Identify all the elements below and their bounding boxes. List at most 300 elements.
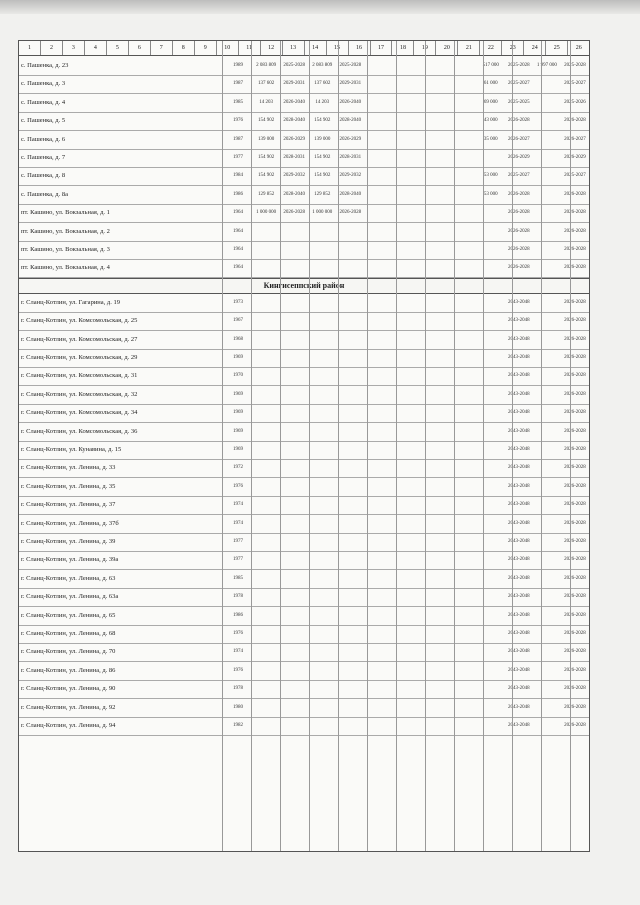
row-cell: 2025-2028 (507, 63, 530, 68)
row-cell (336, 625, 364, 643)
row-cell: 2043-2048 (507, 667, 530, 673)
row-cell (252, 515, 280, 533)
row-cell (280, 459, 308, 477)
row-cell (477, 588, 505, 606)
row-cells (224, 515, 589, 533)
table-row (19, 478, 589, 497)
row-cell: 2 083 809 (312, 63, 333, 68)
row-cell: 2043-2048 (507, 686, 530, 692)
row-cell (533, 680, 561, 698)
row-address: с. Пашенка, д. 5 (21, 117, 66, 125)
row-cell: 2026-2028 (283, 210, 306, 216)
row-year: 1964 (233, 228, 244, 234)
row-year: 1976 (233, 667, 244, 673)
row-year: 1984 (233, 173, 244, 179)
row-cells (224, 259, 589, 277)
row-cell: 2026-2028 (564, 649, 586, 655)
row-cell: 2026-2028 (564, 355, 586, 360)
row-address: г. Сланц-Котлин, ул. Комсомольская, д. 34 (21, 409, 138, 417)
row-cell (477, 570, 505, 588)
column-number: 5 (107, 41, 129, 55)
row-address: с. Пашенка, д. 6 (21, 135, 66, 143)
row-cell: 2026-2028 (507, 191, 530, 197)
row-cell (252, 241, 280, 259)
row-cell (252, 680, 280, 698)
row-cell (364, 149, 392, 167)
row-cell (336, 404, 364, 422)
row-cell (308, 551, 336, 569)
row-cell (449, 204, 477, 222)
column-number: 19 (414, 41, 436, 55)
row-cell (477, 223, 505, 241)
row-cell (336, 312, 364, 330)
row-cell: 2043-2048 (507, 483, 530, 489)
row-cell: 69 000 (483, 99, 498, 105)
row-cell (280, 515, 308, 533)
row-address: с. Пашенка, д. 23 (21, 62, 69, 69)
row-cell: 2026-2028 (564, 318, 586, 324)
row-year: 1969 (233, 410, 244, 416)
row-cell (477, 717, 505, 735)
row-cell (336, 643, 364, 661)
row-cell (533, 515, 561, 533)
row-cell: 2026-2028 (564, 557, 586, 563)
row-cell (336, 349, 364, 367)
row-cell (449, 699, 477, 717)
row-cell (477, 496, 505, 514)
row-address: г. Сланц-Котлин, ул. Ленина, д. 35 (21, 482, 116, 490)
row-cell (533, 94, 561, 112)
row-year: 1968 (233, 336, 244, 342)
grid-line (251, 41, 252, 851)
row-cell: 2026-2028 (564, 465, 586, 471)
row-cell: 35 000 (483, 136, 498, 142)
row-year: 1969 (233, 355, 244, 360)
row-cell (308, 367, 336, 385)
row-cell: 2026-2028 (507, 247, 530, 252)
row-cell (252, 223, 280, 241)
row-cell (449, 441, 477, 459)
row-cell: 2026-2029 (564, 155, 586, 160)
row-cell (336, 699, 364, 717)
row-cell: 2026-2028 (564, 391, 586, 397)
row-cell (364, 515, 392, 533)
row-year: 1964 (233, 247, 244, 252)
row-cell (477, 551, 505, 569)
row-cell (533, 441, 561, 459)
row-cell (280, 570, 308, 588)
row-cell (449, 625, 477, 643)
row-year: 1985 (233, 575, 244, 581)
row-cell (364, 680, 392, 698)
row-cell: 2026-2028 (564, 373, 586, 379)
row-cell: 2043-2048 (507, 447, 530, 452)
row-cell (533, 367, 561, 385)
row-cell: 2026-2028 (507, 228, 530, 234)
grid-line (309, 41, 310, 851)
row-address: с. Пашенка, д. 8а (21, 190, 68, 198)
row-cell (533, 533, 561, 551)
table-row (19, 259, 589, 278)
table-row (19, 588, 589, 607)
row-cell: 2028-2031 (283, 155, 306, 160)
grid-line (425, 41, 426, 851)
row-cells (224, 607, 589, 625)
row-cell: 2043-2048 (507, 428, 530, 434)
row-cell (364, 441, 392, 459)
row-cell: 2026-2028 (564, 667, 586, 673)
row-cell (280, 294, 308, 312)
row-cell: 2043-2048 (507, 631, 530, 636)
repair-schedule-table (18, 40, 590, 852)
row-cells (224, 588, 589, 606)
row-cell (336, 259, 364, 277)
row-year: 1964 (233, 210, 244, 216)
row-cells (224, 625, 589, 643)
row-year: 1977 (233, 155, 244, 160)
row-cell: 2026-2028 (564, 265, 586, 271)
row-cell (308, 570, 336, 588)
table-row (19, 459, 589, 478)
column-number: 17 (371, 41, 393, 55)
row-cell (308, 294, 336, 312)
row-cell: 2026-2028 (507, 118, 530, 124)
row-cell: 2026-2028 (564, 631, 586, 636)
row-cell (477, 699, 505, 717)
row-cell: 2025-2026 (564, 99, 586, 105)
row-address: г. Сланц-Котлин, ул. Ленина, д. 33 (21, 464, 116, 472)
row-cell: 2026-2028 (564, 520, 586, 526)
column-number-header (19, 41, 589, 56)
row-cell: 2043-2048 (507, 391, 530, 397)
row-cell (308, 717, 336, 735)
row-cell (252, 643, 280, 661)
row-cell (449, 570, 477, 588)
row-cell: 2026-2028 (564, 539, 586, 544)
row-year: 1987 (233, 81, 244, 87)
table-row (19, 496, 589, 515)
row-cell (308, 588, 336, 606)
row-cell (336, 662, 364, 680)
row-address: пт. Кашино, ул. Вокзальная, д. 1 (21, 209, 110, 217)
row-cell (449, 423, 477, 441)
row-cell: 2026-2028 (564, 704, 586, 710)
scan-edge (0, 0, 640, 14)
row-cell (477, 441, 505, 459)
row-cell (308, 459, 336, 477)
row-cell: 2043-2048 (507, 299, 530, 305)
row-cell: 2026-2028 (564, 447, 586, 452)
row-cell (449, 186, 477, 204)
column-number: 21 (458, 41, 480, 55)
row-cell: 2025-2027 (507, 81, 530, 87)
row-cells (224, 75, 589, 93)
row-cell (308, 404, 336, 422)
row-cell: 2028-2040 (283, 191, 306, 197)
row-address: г. Сланц-Котлин, ул. Ленина, д. 37 (21, 501, 116, 509)
row-address: г. Сланц-Котлин, ул. Ленина, д. 65 (21, 611, 116, 619)
row-cell (533, 259, 561, 277)
row-cells (224, 459, 589, 477)
row-cell: 1 000 000 (256, 210, 277, 216)
row-cell (364, 241, 392, 259)
table-row (19, 625, 589, 644)
row-cell (477, 478, 505, 496)
row-cell (280, 588, 308, 606)
row-cell (477, 386, 505, 404)
row-cell (280, 643, 308, 661)
row-cells (224, 167, 589, 185)
row-address: г. Сланц-Котлин, ул. Гагарина, д. 19 (21, 298, 120, 306)
row-cell: 2026-2029 (507, 155, 530, 160)
row-cells (224, 131, 589, 149)
row-cell (364, 625, 392, 643)
row-cell (364, 349, 392, 367)
row-cell (364, 94, 392, 112)
row-cell: 2026-2028 (564, 428, 586, 434)
row-address: с. Пашенка, д. 3 (21, 80, 66, 88)
column-number: 16 (349, 41, 371, 55)
row-cell (449, 662, 477, 680)
row-cell (252, 478, 280, 496)
row-cell (336, 680, 364, 698)
row-cells (224, 478, 589, 496)
row-cell: 2026-2028 (564, 228, 586, 234)
row-cell: 2043-2048 (507, 336, 530, 342)
table-row (19, 570, 589, 589)
row-cell (477, 259, 505, 277)
row-cell (308, 496, 336, 514)
row-year: 1974 (233, 520, 244, 526)
table-row (19, 294, 589, 313)
table-row (19, 112, 589, 131)
row-cell (533, 186, 561, 204)
row-cell (449, 588, 477, 606)
row-cell: 2026-2027 (564, 136, 586, 142)
column-number: 6 (129, 41, 151, 55)
row-address: г. Сланц-Котлин, ул. Ленина, д. 90 (21, 685, 116, 693)
row-cell (449, 349, 477, 367)
row-cell (449, 294, 477, 312)
row-cell: 43 000 (483, 118, 498, 124)
row-address: г. Сланц-Котлин, ул. Ленина, д. 70 (21, 648, 116, 656)
row-address: пт. Кашино, ул. Вокзальная, д. 2 (21, 227, 110, 235)
row-cell (280, 386, 308, 404)
row-cells (224, 57, 589, 75)
column-number: 10 (217, 41, 239, 55)
row-cell (449, 94, 477, 112)
row-cell: 2026-2028 (564, 594, 586, 600)
row-address: с. Пашенка, д. 8 (21, 172, 66, 180)
row-cell (533, 349, 561, 367)
row-cell (280, 496, 308, 514)
column-number: 8 (173, 41, 195, 55)
row-cell (308, 423, 336, 441)
row-address: г. Сланц-Котлин, ул. Комсомольская, д. 36 (21, 427, 138, 435)
row-cell (364, 131, 392, 149)
row-cell (364, 75, 392, 93)
row-cell (280, 404, 308, 422)
row-year: 1969 (233, 428, 244, 434)
row-year: 1977 (233, 557, 244, 563)
row-cell (252, 294, 280, 312)
row-cell: 129 852 (314, 191, 331, 197)
row-cell (336, 386, 364, 404)
row-year: 1980 (233, 704, 244, 710)
row-address: г. Сланц-Котлин, ул. Ленина, д. 39а (21, 556, 119, 564)
row-cell (364, 699, 392, 717)
row-cells (224, 551, 589, 569)
row-cell: 14 203 (259, 99, 273, 105)
row-cell (477, 294, 505, 312)
column-number: 11 (239, 41, 261, 55)
table-row (19, 312, 589, 331)
row-year: 1972 (233, 465, 244, 471)
row-cell (533, 478, 561, 496)
row-cell (449, 75, 477, 93)
table-row (19, 75, 589, 94)
row-cell: 2026-2040 (339, 99, 362, 105)
row-cells (224, 643, 589, 661)
row-cell: 2043-2048 (507, 520, 530, 526)
column-number: 3 (63, 41, 85, 55)
row-address: г. Сланц-Котлин, ул. Ленина, д. 68 (21, 630, 116, 637)
table-row (19, 515, 589, 534)
row-cell (477, 149, 505, 167)
row-address: г. Сланц-Котлин, ул. Комсомольская, д. 25 (21, 317, 138, 325)
row-cell: 2043-2048 (507, 723, 530, 728)
row-address: г. Сланц-Котлин, ул. Ленина, д. 86 (21, 666, 116, 674)
row-cell: 2025-2027 (564, 81, 586, 87)
row-address: г. Сланц-Котлин, ул. Ленина, д. 39 (21, 538, 116, 545)
row-cell: 2026-2028 (564, 410, 586, 416)
row-cell (449, 533, 477, 551)
row-cell (533, 204, 561, 222)
row-cells (224, 204, 589, 222)
row-cell (308, 607, 336, 625)
row-cell: 2028-2040 (283, 118, 306, 124)
column-number: 13 (283, 41, 305, 55)
table-row (19, 367, 589, 386)
row-cell (477, 533, 505, 551)
row-cell (252, 349, 280, 367)
row-cell (364, 57, 392, 75)
row-cell (477, 423, 505, 441)
row-cell (364, 478, 392, 496)
row-address: г. Сланц-Котлин, ул. Ленина, д. 63а (21, 593, 119, 601)
row-cell (449, 131, 477, 149)
row-cell (336, 367, 364, 385)
row-cell (533, 241, 561, 259)
row-cell: 2025-2027 (564, 173, 586, 179)
row-cell (252, 662, 280, 680)
row-cell (364, 204, 392, 222)
row-cell (364, 588, 392, 606)
row-cell: 2043-2048 (507, 373, 530, 379)
row-cell (280, 367, 308, 385)
grid-line (367, 41, 368, 851)
row-cell (449, 404, 477, 422)
row-cells (224, 223, 589, 241)
grid-line (512, 41, 513, 851)
row-cells (224, 441, 589, 459)
row-cell (364, 259, 392, 277)
row-cell: 2025-2028 (564, 63, 586, 68)
table-row (19, 186, 589, 205)
row-cells (224, 149, 589, 167)
row-address: г. Сланц-Котлин, ул. Комсомольская, д. 32 (21, 390, 138, 398)
row-cell (449, 551, 477, 569)
row-year: 1982 (233, 723, 244, 728)
row-cell: 2043-2048 (507, 318, 530, 324)
row-cell (308, 478, 336, 496)
row-cell (533, 131, 561, 149)
row-year: 1970 (233, 373, 244, 379)
row-address: г. Сланц-Котлин, ул. Ленина, д. 94 (21, 722, 116, 729)
row-year: 1976 (233, 483, 244, 489)
row-cell (308, 312, 336, 330)
row-cell: 154 902 (257, 173, 275, 179)
row-cell (364, 331, 392, 349)
grid-line (570, 41, 571, 851)
row-cell (449, 717, 477, 735)
table-row (19, 607, 589, 626)
column-number: 12 (261, 41, 283, 55)
row-cell (477, 459, 505, 477)
row-cell (364, 662, 392, 680)
row-cell (533, 75, 561, 93)
row-address: пт. Кашино, ул. Вокзальная, д. 4 (21, 264, 110, 272)
row-cell (533, 717, 561, 735)
table-row (19, 643, 589, 662)
row-year: 1974 (233, 502, 244, 508)
row-cell (533, 149, 561, 167)
row-cells (224, 680, 589, 698)
row-cells (224, 241, 589, 259)
row-cell (364, 367, 392, 385)
table-row (19, 57, 589, 76)
row-year: 1976 (233, 631, 244, 636)
row-cell (449, 149, 477, 167)
column-number: 23 (502, 41, 524, 55)
row-cell (280, 259, 308, 277)
row-cell: 139 000 (257, 136, 275, 142)
column-number: 7 (151, 41, 173, 55)
row-cell (336, 533, 364, 551)
row-cells (224, 349, 589, 367)
row-cell (477, 680, 505, 698)
row-cell (336, 496, 364, 514)
row-cell: 2043-2048 (507, 355, 530, 360)
row-cell (449, 259, 477, 277)
column-number: 1 (19, 41, 41, 55)
row-cell (252, 496, 280, 514)
row-cell (336, 294, 364, 312)
row-cells (224, 496, 589, 514)
row-cell (308, 349, 336, 367)
row-cell (336, 223, 364, 241)
row-cell (477, 204, 505, 222)
row-cell (252, 367, 280, 385)
row-cell (449, 331, 477, 349)
row-cell: 2026-2029 (283, 136, 306, 142)
row-cell (252, 699, 280, 717)
row-cell (252, 312, 280, 330)
row-cell: 517 000 (482, 63, 499, 68)
row-cell: 2029-2032 (339, 173, 362, 179)
grid-line (454, 41, 455, 851)
row-address: г. Сланц-Котлин, ул. Кунавина, д. 15 (21, 446, 122, 453)
